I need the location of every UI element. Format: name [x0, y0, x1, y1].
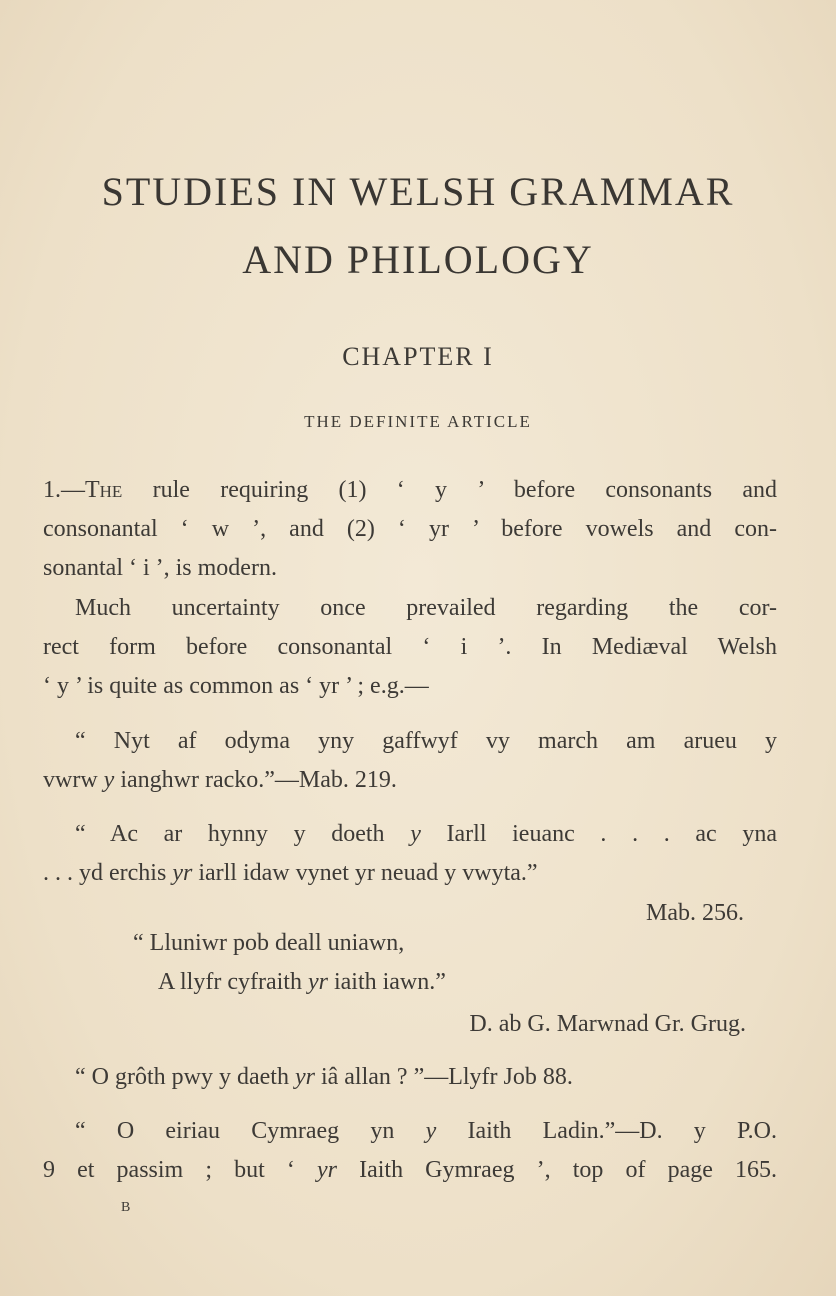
para1-number: 1.— — [43, 477, 85, 503]
book-title-line-1: STUDIES IN WELSH GRAMMAR — [101, 169, 735, 214]
para1-line-1-text: rule requiring (1) ‘ y ’ before consonants and — [122, 477, 777, 503]
verse-line-2 — [158, 970, 446, 994]
quote3-italic-yr: yr — [294, 1064, 315, 1090]
quote2-line-2 — [43, 861, 538, 885]
quote1-text-b: ianghwr racko.”—Mab. 219. — [114, 767, 397, 793]
quote3-line — [75, 1065, 573, 1089]
quote2-italic-yr: yr — [172, 860, 193, 886]
quote1-text-a: vwrw — [43, 767, 104, 793]
quote2-line-1 — [75, 822, 777, 846]
verse-italic-yr: yr — [307, 969, 328, 995]
quote3-text-b: iâ allan ? ”—Llyfr Job 88. — [314, 1064, 573, 1090]
para2-line-3: ‘ y ’ is quite as common as ‘ yr ’ ; e.g.— — [43, 673, 429, 699]
para2-line-2: rect form before consonantal ‘ i ’. In Mediæval Welsh — [43, 634, 777, 660]
para1-line-3: sonantal ‘ i ’, is modern. — [43, 555, 277, 581]
quote2-text-d: iarll idaw vynet yr neuad y vwyta.” — [192, 860, 538, 886]
para2-line-1: Much uncertainty once prevailed regarding the cor- — [75, 595, 777, 621]
quote4-text-c: 9 et passim ; but ‘ — [43, 1157, 317, 1183]
verse-reference: D. ab G. Marwnad Gr. Grug. — [469, 1011, 746, 1037]
quote4-line-1 — [75, 1119, 777, 1143]
para1-first-word: The — [85, 477, 123, 503]
quote2-italic-y: y — [410, 821, 421, 847]
para1-line-1 — [43, 478, 777, 502]
para1-line-2: consonantal ‘ w ’, and (2) ‘ yr ’ before vowels and con- — [43, 516, 777, 542]
quote4-text-d: Iaith Gymraeg ’, top of page 165. — [336, 1157, 777, 1183]
quote2-text-c: . . . yd erchis — [43, 860, 173, 886]
quote4-line-2 — [43, 1158, 777, 1182]
verse-line-1: “ Lluniwr pob deall uniawn, — [133, 930, 405, 956]
chapter-heading: CHAPTER I — [342, 342, 494, 371]
quote2-text-b: Iarll ieuanc . . . ac yna — [420, 821, 777, 847]
quote2-reference: Mab. 256. — [646, 900, 744, 926]
signature-mark: B — [121, 1200, 131, 1215]
quote4-italic-y: y — [425, 1118, 437, 1144]
quote4-text-b: Iaith Ladin.”—D. y P.O. — [436, 1118, 778, 1144]
quote4-italic-yr: yr — [316, 1157, 337, 1183]
verse-text-b: iaith iawn.” — [327, 969, 446, 995]
quote1-line-2 — [43, 768, 397, 792]
quote3-text-a: “ O grôth pwy y daeth — [75, 1064, 295, 1090]
quote2-text-a: “ Ac ar hynny y doeth — [75, 821, 411, 847]
verse-text-a: A llyfr cyfraith — [158, 969, 308, 995]
quote1-italic-y: y — [103, 767, 115, 793]
quote4-text-a: “ O eiriau Cymraeg yn — [75, 1118, 426, 1144]
quote1-line-1: “ Nyt af odyma yny gaffwyf vy march am arueu y — [75, 728, 777, 754]
section-heading: THE DEFINITE ARTICLE — [304, 412, 532, 431]
book-title-line-2: AND PHILOLOGY — [242, 237, 594, 282]
